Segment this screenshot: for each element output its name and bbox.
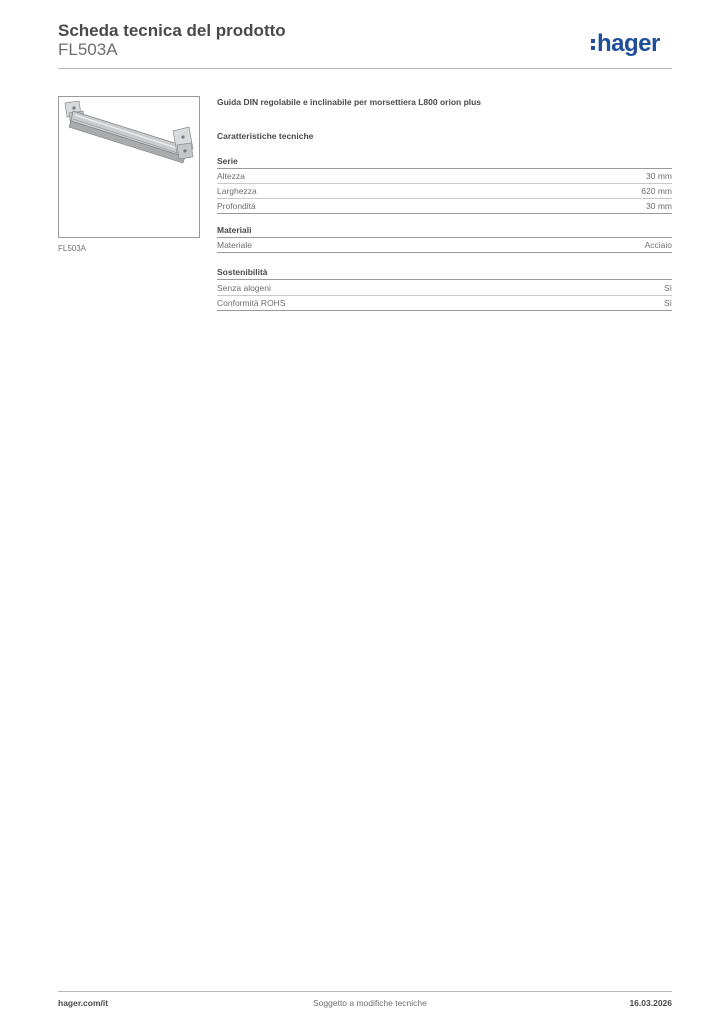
spec-value: Acciaio — [644, 240, 672, 250]
footer-date: 16.03.2026 — [629, 998, 672, 1008]
din-rail-illustration — [59, 97, 201, 239]
product-image — [58, 96, 200, 238]
spec-group-materiali — [217, 223, 672, 253]
product-code: FL503A — [58, 40, 118, 59]
spec-group-serie — [217, 154, 672, 214]
logo-text: hager — [597, 30, 660, 57]
spec-value: Sì — [663, 283, 672, 293]
spec-row — [217, 296, 672, 311]
spec-label: Altezza — [217, 171, 245, 181]
image-caption: FL503A — [58, 244, 87, 253]
logo-mark-icon — [591, 35, 595, 52]
spec-group-title: Serie — [217, 154, 672, 169]
spec-row — [217, 184, 672, 199]
spec-label: Profondità — [217, 201, 256, 211]
spec-label: Larghezza — [217, 186, 257, 196]
footer-divider — [58, 991, 672, 992]
page-title: Scheda tecnica del prodotto — [58, 21, 286, 40]
spec-row — [217, 199, 672, 214]
footer-notice: Soggetto a modifiche tecniche — [313, 998, 427, 1008]
spec-row — [217, 281, 672, 296]
header-divider — [58, 68, 672, 69]
spec-group-title: Materiali — [217, 223, 672, 238]
spec-group-title: Sostenibilità — [217, 265, 672, 280]
spec-group-sostenibilita — [217, 265, 672, 311]
spec-label: Materiale — [217, 240, 252, 250]
spec-row — [217, 238, 672, 253]
spec-label: Conformità ROHS — [217, 298, 286, 308]
spec-row — [217, 169, 672, 184]
spec-label: Senza alogeni — [217, 283, 271, 293]
footer-website-link[interactable]: hager.com/it — [58, 998, 109, 1008]
spec-value: 620 mm — [641, 186, 672, 196]
spec-value: 30 mm — [646, 201, 672, 211]
spec-value: 30 mm — [646, 171, 672, 181]
hager-logo — [591, 30, 660, 58]
specs-panel — [217, 96, 672, 311]
specs-section-title: Caratteristiche tecniche — [217, 131, 314, 141]
product-description: Guida DIN regolabile e inclinabile per morsettiera L800 orion plus — [217, 97, 482, 107]
spec-value: Sì — [663, 298, 672, 308]
